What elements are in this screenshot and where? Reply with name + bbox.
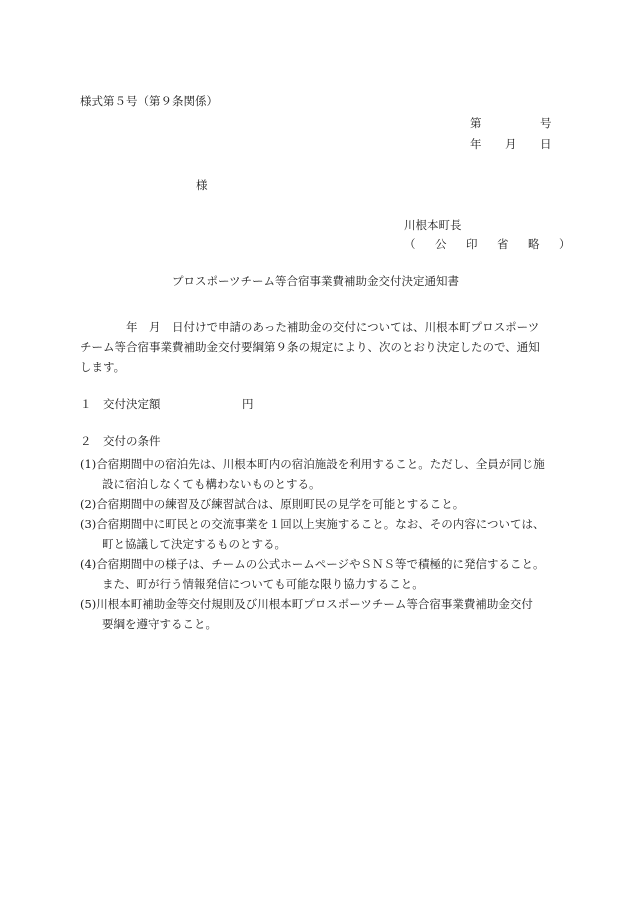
conditions-list — [80, 454, 560, 634]
condition-item-4-continued: また、町が行う情報発信についても可能な限り協力すること。 — [102, 577, 424, 591]
date-year-label: 年 — [470, 137, 482, 151]
grant-amount-label: １ 交付決定額 — [80, 397, 161, 411]
notice-body-line: 年 月 日付けで申請のあった補助金の交付については、川根本町プロスポーツ — [80, 320, 540, 334]
condition-item-5: (5)川根本町補助金等交付規則及び川根本町プロスポーツチーム等合宿事業費補助金交付 — [80, 597, 533, 611]
document-number-suffix: 号 — [540, 116, 552, 130]
form-number: 様式第５号（第９条関係） — [80, 94, 218, 108]
notice-body-line: チーム等合宿事業費補助金交付要綱第９条の規定により、次のとおり決定したので、通知 — [80, 340, 540, 354]
condition-item-2: (2)合宿期間中の練習及び練習試合は、原則町民の見学を可能とすること。 — [80, 497, 465, 511]
document-number-prefix: 第 — [470, 116, 482, 130]
grant-amount-unit: 円 — [242, 397, 254, 411]
condition-item-3-continued: 町と協議して決定するものとする。 — [102, 537, 286, 551]
seal-omitted-note: （ 公 印 省 略 ） — [404, 237, 575, 251]
issuer-title: 川根本町長 — [404, 218, 462, 232]
date-day-label: 日 — [540, 137, 552, 151]
condition-item-5-continued: 要綱を遵守すること。 — [102, 617, 217, 631]
condition-item-1: (1)合宿期間中の宿泊先は、川根本町内の宿泊施設を利用すること。ただし、全員が同じ施 — [80, 457, 545, 471]
addressee-honorific: 様 — [196, 178, 208, 192]
document-title: プロスポーツチーム等合宿事業費補助金交付決定通知書 — [172, 274, 460, 288]
condition-item-1-continued: 設に宿泊しなくても構わないものとする。 — [102, 477, 321, 491]
condition-item-4: (4)合宿期間中の様子は、チームの公式ホームページやＳＮＳ等で積極的に発信すること。 — [80, 557, 545, 571]
notice-body-line: します。 — [80, 360, 126, 374]
notice-body — [80, 317, 555, 377]
grant-conditions-heading: ２ 交付の条件 — [80, 434, 161, 448]
condition-item-3: (3)合宿期間中に町民との交流事業を１回以上実施すること。なお、その内容については、 — [80, 517, 545, 531]
date-month-label: 月 — [505, 137, 517, 151]
